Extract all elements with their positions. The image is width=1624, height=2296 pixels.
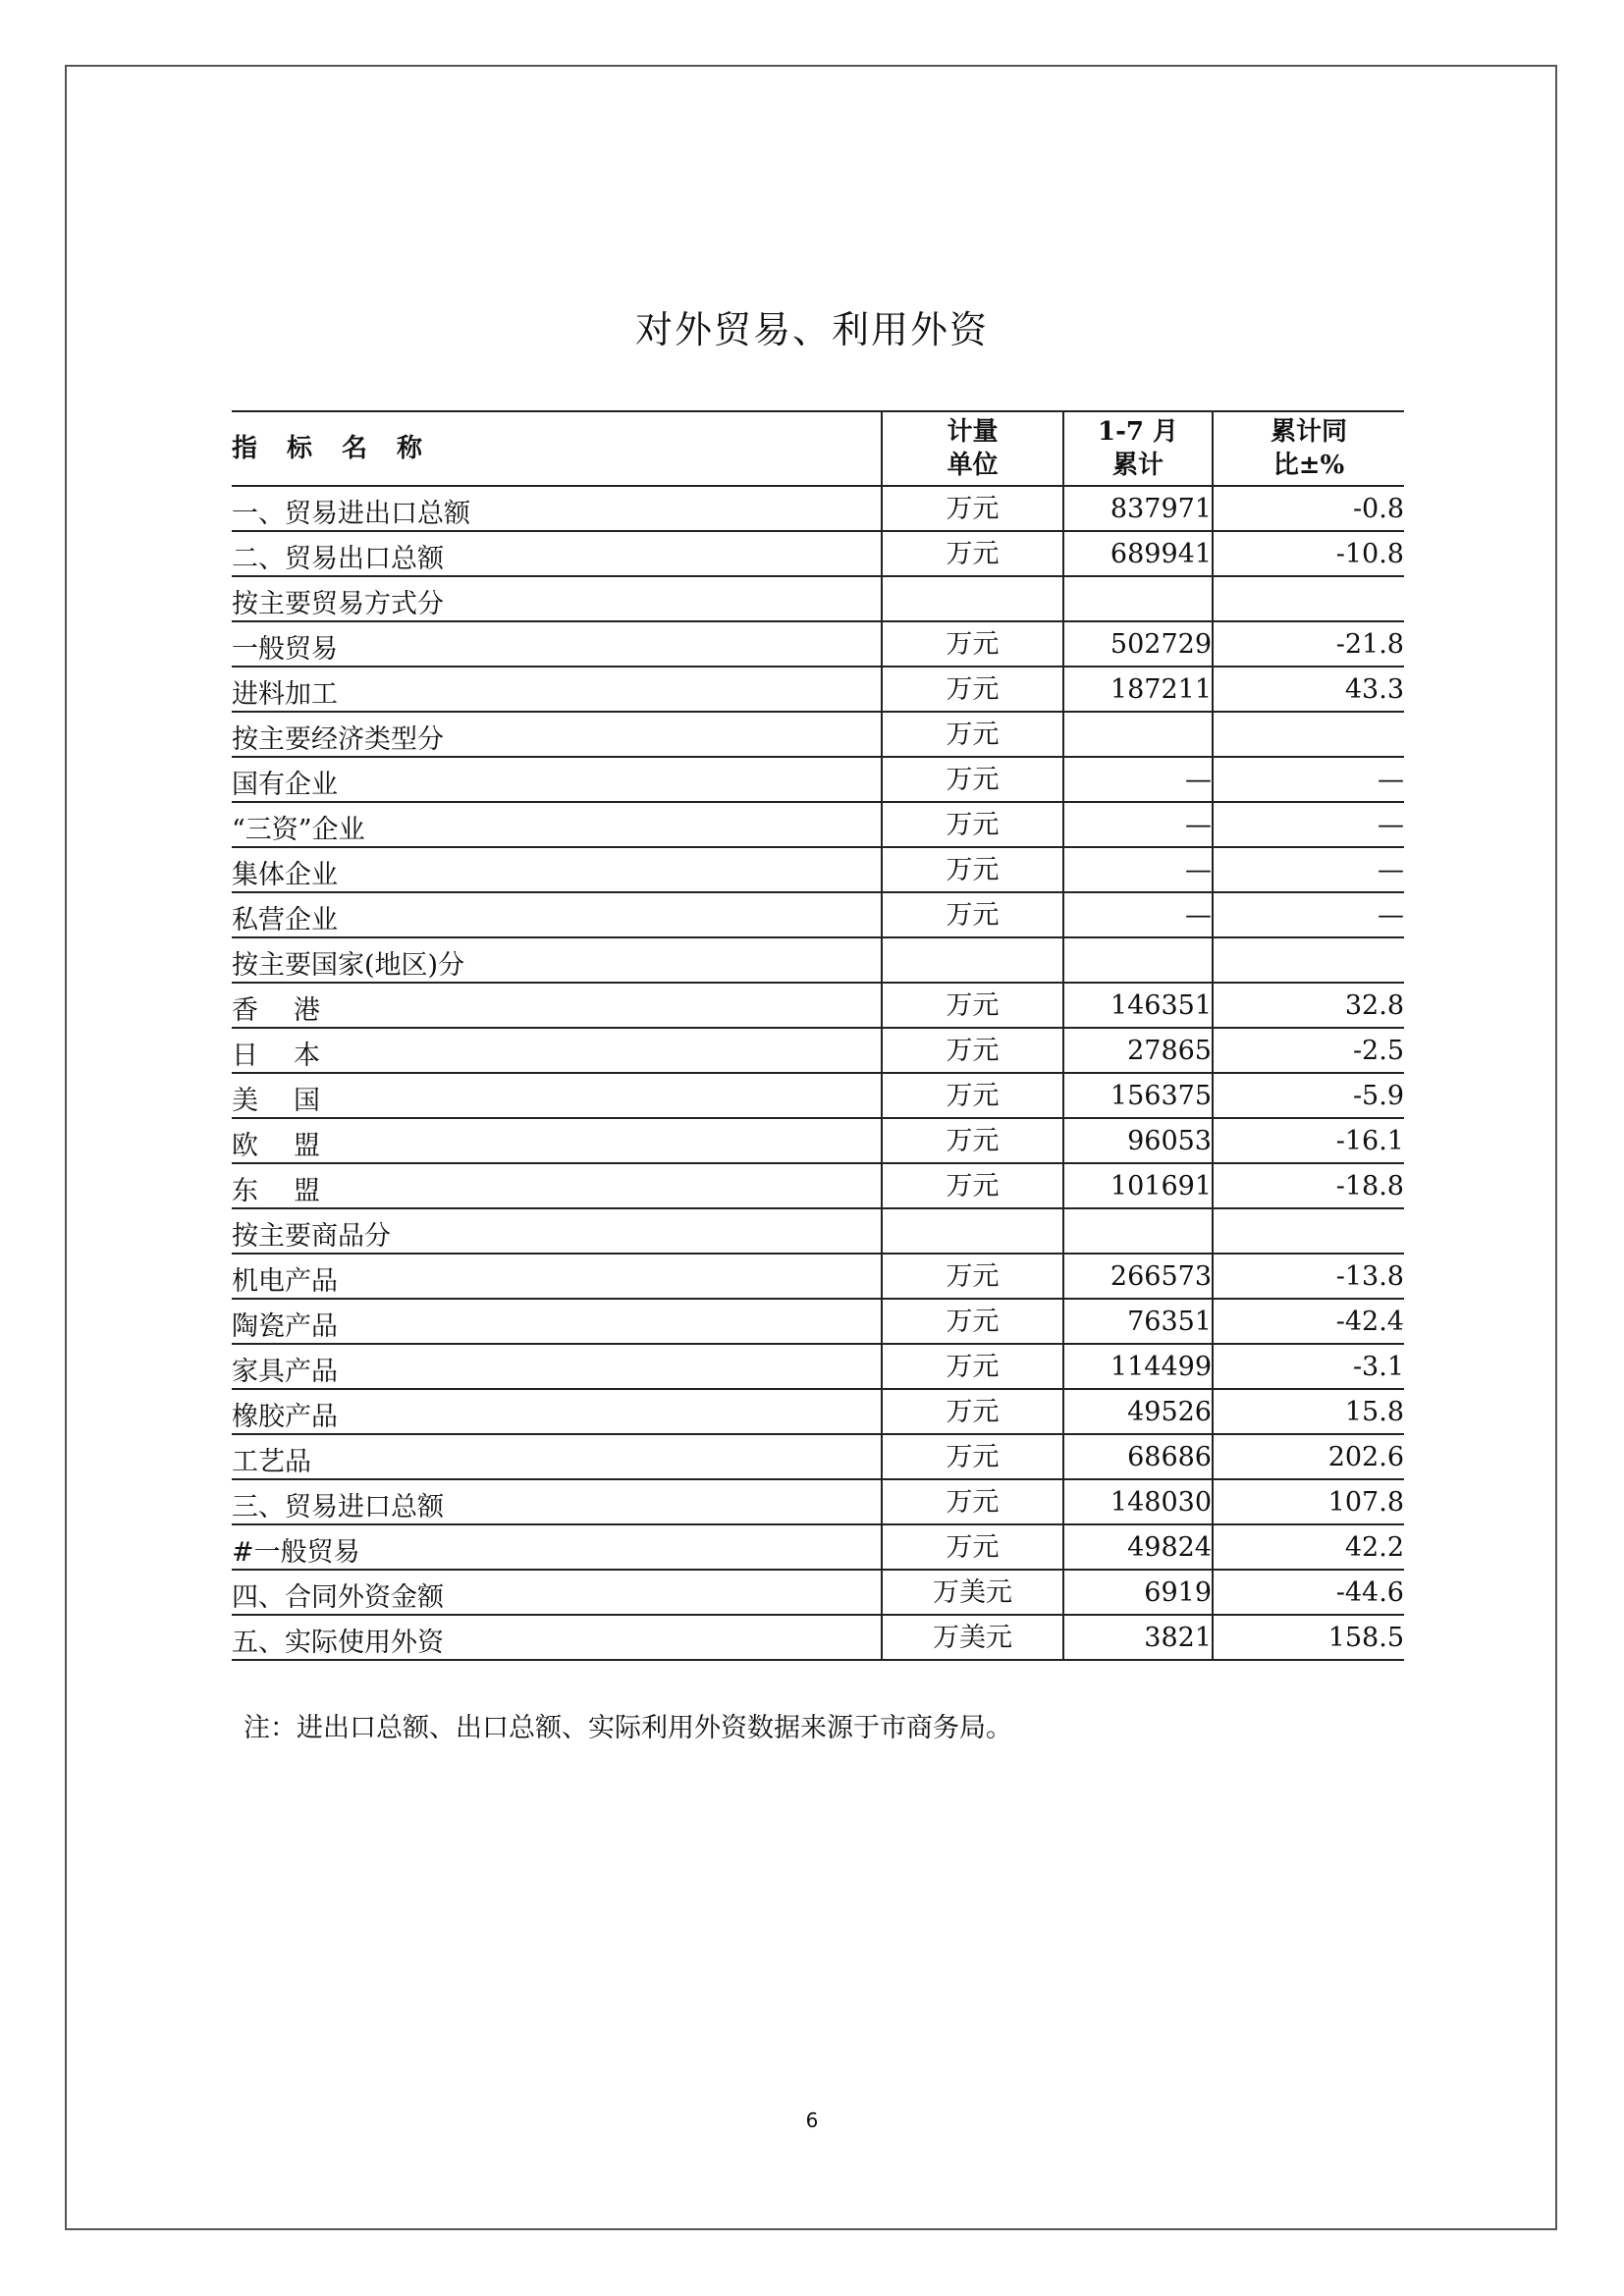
header-yoy-line2: 比±% xyxy=(1272,451,1345,480)
row-yoy: -10.8 xyxy=(1213,531,1404,576)
table-row xyxy=(232,1434,1404,1479)
row-value: — xyxy=(1063,757,1213,802)
header-indicator-name: 指标名称 xyxy=(232,411,882,486)
row-yoy: -16.1 xyxy=(1213,1118,1404,1163)
row-name: “三资”企业 xyxy=(232,802,882,847)
row-yoy xyxy=(1213,712,1404,757)
row-value: 837971 xyxy=(1063,486,1213,531)
row-name: 工艺品 xyxy=(232,1434,882,1479)
row-name: 进料加工 xyxy=(232,667,882,712)
table-row xyxy=(232,847,1404,892)
row-unit: 万元 xyxy=(882,1434,1063,1479)
table-footnote: 注：进出口总额、出口总额、实际利用外资数据来源于市商务局。 xyxy=(244,1713,1012,1743)
row-value xyxy=(1063,1208,1213,1254)
row-name: 日本 xyxy=(232,1028,882,1073)
row-value: 3821 xyxy=(1063,1615,1213,1660)
table-row xyxy=(232,1118,1404,1163)
row-value: 502729 xyxy=(1063,621,1213,667)
table-row xyxy=(232,486,1404,531)
table-row xyxy=(232,983,1404,1028)
header-yoy-line1: 累计同 xyxy=(1270,417,1347,447)
row-unit: 万元 xyxy=(882,1389,1063,1434)
row-unit: 万元 xyxy=(882,621,1063,667)
trade-statistics-table xyxy=(232,410,1404,1661)
row-yoy: — xyxy=(1213,757,1404,802)
row-name: 陶瓷产品 xyxy=(232,1299,882,1344)
row-unit: 万美元 xyxy=(882,1570,1063,1615)
page-number: 6 xyxy=(805,2109,819,2132)
table-header-row xyxy=(232,411,1404,486)
row-yoy: 42.2 xyxy=(1213,1524,1404,1570)
table-row xyxy=(232,1073,1404,1118)
table-row xyxy=(232,1254,1404,1299)
table-row xyxy=(232,667,1404,712)
row-name: 按主要经济类型分 xyxy=(232,712,882,757)
header-unit-line1: 计量 xyxy=(947,417,999,447)
row-unit xyxy=(882,937,1063,983)
row-name: 五、实际使用外资 xyxy=(232,1615,882,1660)
row-unit: 万元 xyxy=(882,1163,1063,1208)
row-unit: 万元 xyxy=(882,1073,1063,1118)
row-name: 私营企业 xyxy=(232,892,882,937)
row-name: 橡胶产品 xyxy=(232,1389,882,1434)
row-yoy: 43.3 xyxy=(1213,667,1404,712)
row-yoy: — xyxy=(1213,847,1404,892)
row-unit: 万元 xyxy=(882,802,1063,847)
row-value: 49526 xyxy=(1063,1389,1213,1434)
row-yoy: -2.5 xyxy=(1213,1028,1404,1073)
row-unit: 万元 xyxy=(882,531,1063,576)
header-period-line2: 累计 xyxy=(1111,451,1164,480)
row-yoy: 158.5 xyxy=(1213,1615,1404,1660)
row-value: 76351 xyxy=(1063,1299,1213,1344)
row-name: 四、合同外资金额 xyxy=(232,1570,882,1615)
row-unit: 万元 xyxy=(882,983,1063,1028)
row-value: 689941 xyxy=(1063,531,1213,576)
row-name: 三、贸易进口总额 xyxy=(232,1479,882,1524)
row-yoy xyxy=(1213,937,1404,983)
row-unit xyxy=(882,1208,1063,1254)
row-value: — xyxy=(1063,847,1213,892)
row-yoy: -3.1 xyxy=(1213,1344,1404,1389)
row-unit: 万元 xyxy=(882,1254,1063,1299)
header-unit xyxy=(882,411,1063,486)
header-yoy xyxy=(1213,411,1404,486)
row-value: 6919 xyxy=(1063,1570,1213,1615)
row-value: 49824 xyxy=(1063,1524,1213,1570)
row-value: 27865 xyxy=(1063,1028,1213,1073)
table-row xyxy=(232,1208,1404,1254)
row-yoy: -13.8 xyxy=(1213,1254,1404,1299)
row-name: 一般贸易 xyxy=(232,621,882,667)
row-unit: 万元 xyxy=(882,712,1063,757)
table-row xyxy=(232,937,1404,983)
table-row xyxy=(232,1570,1404,1615)
row-value: 156375 xyxy=(1063,1073,1213,1118)
table-row xyxy=(232,531,1404,576)
row-name: 按主要国家(地区)分 xyxy=(232,937,882,983)
row-name: 欧盟 xyxy=(232,1118,882,1163)
table-row xyxy=(232,892,1404,937)
table-row xyxy=(232,712,1404,757)
row-name: 一、贸易进出口总额 xyxy=(232,486,882,531)
row-yoy xyxy=(1213,1208,1404,1254)
row-unit: 万元 xyxy=(882,486,1063,531)
row-yoy: -5.9 xyxy=(1213,1073,1404,1118)
row-unit: 万元 xyxy=(882,757,1063,802)
table-row xyxy=(232,757,1404,802)
row-unit: 万元 xyxy=(882,1524,1063,1570)
row-name: #一般贸易 xyxy=(232,1524,882,1570)
row-unit: 万元 xyxy=(882,1344,1063,1389)
row-name: 二、贸易出口总额 xyxy=(232,531,882,576)
row-unit: 万美元 xyxy=(882,1615,1063,1660)
table-row xyxy=(232,1299,1404,1344)
row-name: 集体企业 xyxy=(232,847,882,892)
row-unit: 万元 xyxy=(882,667,1063,712)
row-name: 机电产品 xyxy=(232,1254,882,1299)
table-row xyxy=(232,621,1404,667)
header-unit-line2: 单位 xyxy=(947,451,999,480)
row-yoy: -18.8 xyxy=(1213,1163,1404,1208)
row-value: 148030 xyxy=(1063,1479,1213,1524)
table-row xyxy=(232,1389,1404,1434)
row-value xyxy=(1063,712,1213,757)
row-value: 101691 xyxy=(1063,1163,1213,1208)
row-yoy: -42.4 xyxy=(1213,1299,1404,1344)
row-value: 146351 xyxy=(1063,983,1213,1028)
row-name: 香港 xyxy=(232,983,882,1028)
row-name: 东盟 xyxy=(232,1163,882,1208)
header-period-line1: 1-7 月 xyxy=(1097,417,1179,447)
row-value xyxy=(1063,576,1213,621)
row-name: 家具产品 xyxy=(232,1344,882,1389)
row-unit: 万元 xyxy=(882,1299,1063,1344)
header-period xyxy=(1063,411,1213,486)
row-yoy: -21.8 xyxy=(1213,621,1404,667)
row-yoy: 32.8 xyxy=(1213,983,1404,1028)
table-row xyxy=(232,1344,1404,1389)
row-value: — xyxy=(1063,892,1213,937)
row-value: — xyxy=(1063,802,1213,847)
row-yoy xyxy=(1213,576,1404,621)
row-yoy: 107.8 xyxy=(1213,1479,1404,1524)
page-title: 对外贸易、利用外资 xyxy=(634,308,989,351)
table-row xyxy=(232,1479,1404,1524)
row-name: 美国 xyxy=(232,1073,882,1118)
row-value: 187211 xyxy=(1063,667,1213,712)
row-name: 按主要贸易方式分 xyxy=(232,576,882,621)
row-unit: 万元 xyxy=(882,892,1063,937)
table-row xyxy=(232,1028,1404,1073)
row-value: 114499 xyxy=(1063,1344,1213,1389)
row-name: 按主要商品分 xyxy=(232,1208,882,1254)
row-yoy: 202.6 xyxy=(1213,1434,1404,1479)
row-yoy: -44.6 xyxy=(1213,1570,1404,1615)
row-unit: 万元 xyxy=(882,1479,1063,1524)
row-unit: 万元 xyxy=(882,1028,1063,1073)
table-row xyxy=(232,1163,1404,1208)
row-yoy: -0.8 xyxy=(1213,486,1404,531)
row-yoy: — xyxy=(1213,892,1404,937)
row-value: 266573 xyxy=(1063,1254,1213,1299)
row-yoy: 15.8 xyxy=(1213,1389,1404,1434)
table-row xyxy=(232,1524,1404,1570)
row-value: 68686 xyxy=(1063,1434,1213,1479)
row-unit: 万元 xyxy=(882,1118,1063,1163)
row-unit: 万元 xyxy=(882,847,1063,892)
table-row xyxy=(232,576,1404,621)
row-yoy: — xyxy=(1213,802,1404,847)
table-row xyxy=(232,802,1404,847)
row-value: 96053 xyxy=(1063,1118,1213,1163)
row-name: 国有企业 xyxy=(232,757,882,802)
table-row xyxy=(232,1615,1404,1660)
row-value xyxy=(1063,937,1213,983)
row-unit xyxy=(882,576,1063,621)
